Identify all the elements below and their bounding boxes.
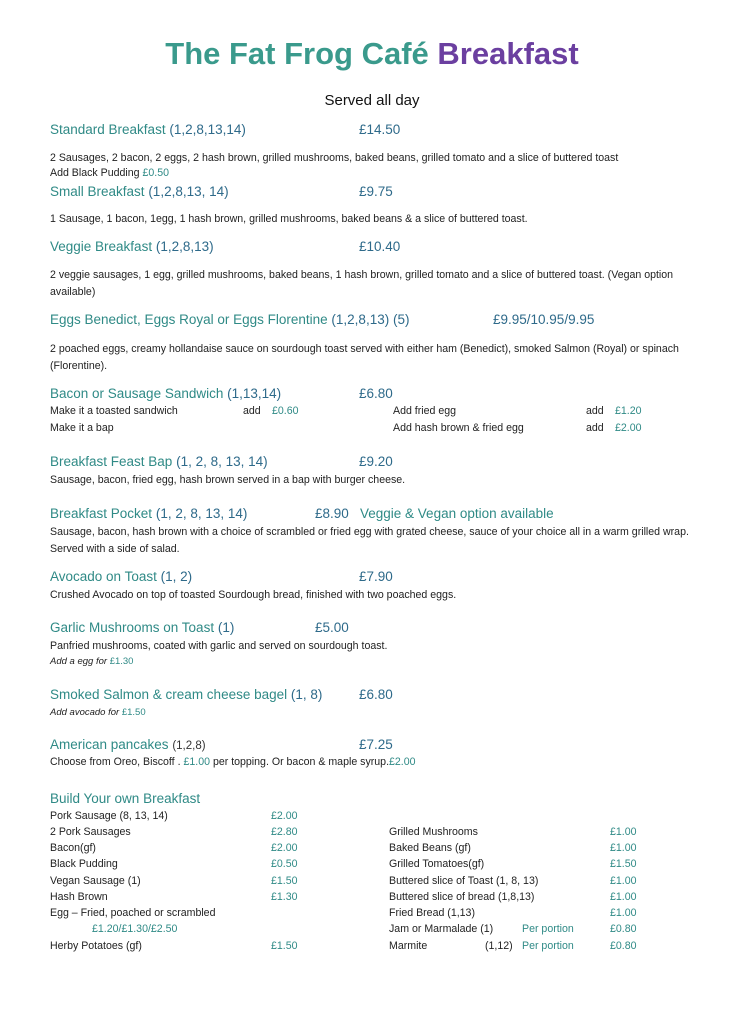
byo-item-name: Grilled Mushrooms [389, 826, 478, 838]
byo-item-name: Buttered slice of bread (1,8,13) [389, 891, 535, 903]
item-eggs-desc: 2 poached eggs, creamy hollandaise sauce on sourdough toast served with either ham (Benedict), smoked Salmon (Royal) or spinach (Florentine). [50, 343, 679, 372]
byo-item-name: Buttered slice of Toast (1, 8, 13) [389, 875, 539, 887]
byo-item-name: Marmite [389, 940, 428, 952]
item-salmon-extra [50, 707, 146, 718]
byo-item-name: Grilled Tomatoes(gf) [389, 858, 485, 870]
item-feast-price: £9.20 [359, 454, 393, 469]
sandwich-option-toasted-add: add [243, 405, 261, 417]
sandwich-option-bap: Make it a bap [50, 422, 114, 434]
item-veggie-desc: 2 veggie sausages, 1 egg, grilled mushrooms, baked beans, 1 hash brown, grilled tomato and a slice of buttered toast. (Vegan option available) [50, 269, 674, 298]
byo-item-name: Bacon(gf) [50, 842, 96, 854]
item-standard-desc: 2 Sausages, 2 bacon, 2 eggs, 2 hash brown, grilled mushrooms, baked beans, grilled tomato and a slice of buttered toast [50, 152, 619, 164]
byo-item-name: Vegan Sausage (1) [50, 875, 141, 887]
item-avocado-price: £7.90 [359, 569, 393, 584]
allergen-codes: (1, 2, 8, 13, 14) [155, 506, 248, 521]
item-small-price: £9.75 [359, 184, 393, 199]
byo-heading: Build Your own Breakfast [50, 791, 201, 806]
item-pancakes-price: £7.25 [359, 737, 393, 752]
item-name: American pancakes [50, 737, 169, 752]
allergen-codes: (1,2,8) [172, 740, 206, 752]
allergen-codes: (1, 2, 8, 13, 14) [176, 454, 268, 469]
allergen-codes: (1,2,8,13,14) [169, 122, 246, 137]
extra-label: Add a egg for [50, 656, 108, 667]
byo-item-name: Jam or Marmalade (1) [389, 923, 494, 935]
item-salmon-name [50, 687, 322, 702]
item-name: Garlic Mushrooms on Toast [50, 620, 215, 635]
item-feast-desc: Sausage, bacon, fried egg, hash brown served in a bap with burger cheese. [50, 474, 406, 486]
desc-text: Choose from Oreo, Biscoff . [50, 756, 181, 768]
item-name: Small Breakfast [50, 184, 145, 199]
byo-item-price: £2.00 [271, 810, 298, 822]
allergen-codes: (1,2,8,13) (5) [331, 312, 410, 327]
byo-item-price: £1.00 [610, 826, 637, 838]
title-accent: Breakfast [437, 36, 579, 71]
byo-item-price: £1.00 [610, 891, 637, 903]
item-garlic-extra [50, 656, 133, 667]
item-pocket-desc: Sausage, bacon, hash brown with a choice of scrambled or fried egg with grated cheese, sauce of your choice all in a warm grilled wrap. Served with a side of salad. [50, 526, 689, 555]
byo-item-name: Pork Sausage (8, 13, 14) [50, 810, 168, 822]
extra-label: Add avocado for [50, 707, 120, 718]
item-garlic-price: £5.00 [315, 620, 349, 635]
item-standard-price: £14.50 [359, 122, 401, 137]
item-name: Eggs Benedict, Eggs Royal or Eggs Florentine [50, 312, 328, 327]
byo-item-price: £1.20/£1.30/£2.50 [92, 923, 178, 935]
item-veggie-price: £10.40 [359, 239, 401, 254]
sandwich-option-egg-price: £1.20 [615, 405, 642, 417]
item-feast-name [50, 454, 268, 469]
item-name: Smoked Salmon & cream cheese bagel [50, 687, 288, 702]
extra-price: £0.50 [142, 167, 169, 179]
allergen-codes: (1) [217, 620, 235, 635]
byo-item-price: £0.80 [610, 940, 637, 952]
topping-price: £1.00 [183, 756, 210, 768]
extra-price: £1.30 [109, 656, 134, 667]
byo-item-name: Black Pudding [50, 858, 118, 870]
desc-text: per topping. Or bacon & maple syrup. [212, 756, 390, 768]
sandwich-option-egg: Add fried egg [393, 405, 457, 417]
item-pancakes-desc [50, 756, 416, 768]
item-sandwich-name [50, 386, 281, 401]
extra-price: £1.50 [121, 707, 146, 718]
sandwich-option-hashbrown: Add hash brown & fried egg [393, 422, 524, 434]
byo-item-name: Egg – Fried, poached or scrambled [50, 907, 216, 919]
item-standard-name [50, 122, 246, 137]
page-title [0, 36, 744, 72]
item-name: Breakfast Feast Bap [50, 454, 173, 469]
extra-label: Add Black Pudding [50, 167, 140, 179]
item-name: Avocado on Toast [50, 569, 157, 584]
sandwich-option-hashbrown-add: add [586, 422, 604, 434]
item-pocket-name [50, 506, 247, 521]
cafe-name: The Fat Frog Café [165, 36, 429, 71]
byo-item-portion: Per portion [522, 923, 574, 935]
item-small-name [50, 184, 229, 199]
byo-item-price: £1.50 [610, 858, 637, 870]
byo-item-portion: Per portion [522, 940, 574, 952]
item-name: Standard Breakfast [50, 122, 166, 137]
byo-item-price: £1.00 [610, 875, 637, 887]
page-subtitle: Served all day [324, 92, 420, 109]
item-pocket-price: £8.90 [315, 506, 349, 521]
allergen-codes: (1, 2) [160, 569, 193, 584]
item-standard-extra [50, 167, 169, 179]
item-salmon-price: £6.80 [359, 687, 393, 702]
item-sandwich-price: £6.80 [359, 386, 393, 401]
allergen-codes: (1,2,8,13, 14) [148, 184, 229, 199]
sandwich-option-hashbrown-price: £2.00 [615, 422, 642, 434]
byo-item-name: Hash Brown [50, 891, 108, 903]
item-name: Breakfast Pocket [50, 506, 153, 521]
item-name: Bacon or Sausage Sandwich [50, 386, 224, 401]
byo-item-price: £1.00 [610, 842, 637, 854]
item-name: Veggie Breakfast [50, 239, 153, 254]
byo-item-name: Herby Potatoes (gf) [50, 940, 142, 952]
item-eggs-name [50, 312, 409, 327]
sandwich-option-toasted-price: £0.60 [272, 405, 299, 417]
byo-item-price: £1.50 [271, 940, 298, 952]
byo-item-name: 2 Pork Sausages [50, 826, 131, 838]
item-small-desc: 1 Sausage, 1 bacon, 1egg, 1 hash brown, grilled mushrooms, baked beans & a slice of buttered toast. [50, 213, 528, 225]
byo-item-price: £0.80 [610, 923, 637, 935]
item-eggs-price: £9.95/10.95/9.95 [493, 312, 595, 327]
item-pocket-note: Veggie & Vegan option available [360, 506, 554, 521]
byo-item-name: Fried Bread (1,13) [389, 907, 475, 919]
sandwich-option-toasted: Make it a toasted sandwich [50, 405, 178, 417]
byo-item-price: £1.00 [610, 907, 637, 919]
allergen-codes: (1,13,14) [227, 386, 282, 401]
allergen-codes: (1, 8) [290, 687, 323, 702]
byo-item-price: £1.50 [271, 875, 298, 887]
item-garlic-name [50, 620, 234, 635]
byo-item-name: Baked Beans (gf) [389, 842, 471, 854]
bacon-syrup-price: £2.00 [389, 756, 416, 768]
byo-item-codes: (1,12) [485, 940, 513, 952]
item-veggie-name [50, 239, 214, 254]
byo-item-price: £2.00 [271, 842, 298, 854]
item-avocado-desc: Crushed Avocado on top of toasted Sourdough bread, finished with two poached eggs. [50, 589, 457, 601]
byo-item-price: £0.50 [271, 858, 298, 870]
sandwich-option-egg-add: add [586, 405, 604, 417]
byo-item-price: £1.30 [271, 891, 298, 903]
item-avocado-name [50, 569, 192, 584]
allergen-codes: (1,2,8,13) [155, 239, 214, 254]
byo-item-price: £2.80 [271, 826, 298, 838]
item-pancakes-name [50, 737, 206, 752]
item-garlic-desc: Panfried mushrooms, coated with garlic and served on sourdough toast. [50, 640, 388, 652]
